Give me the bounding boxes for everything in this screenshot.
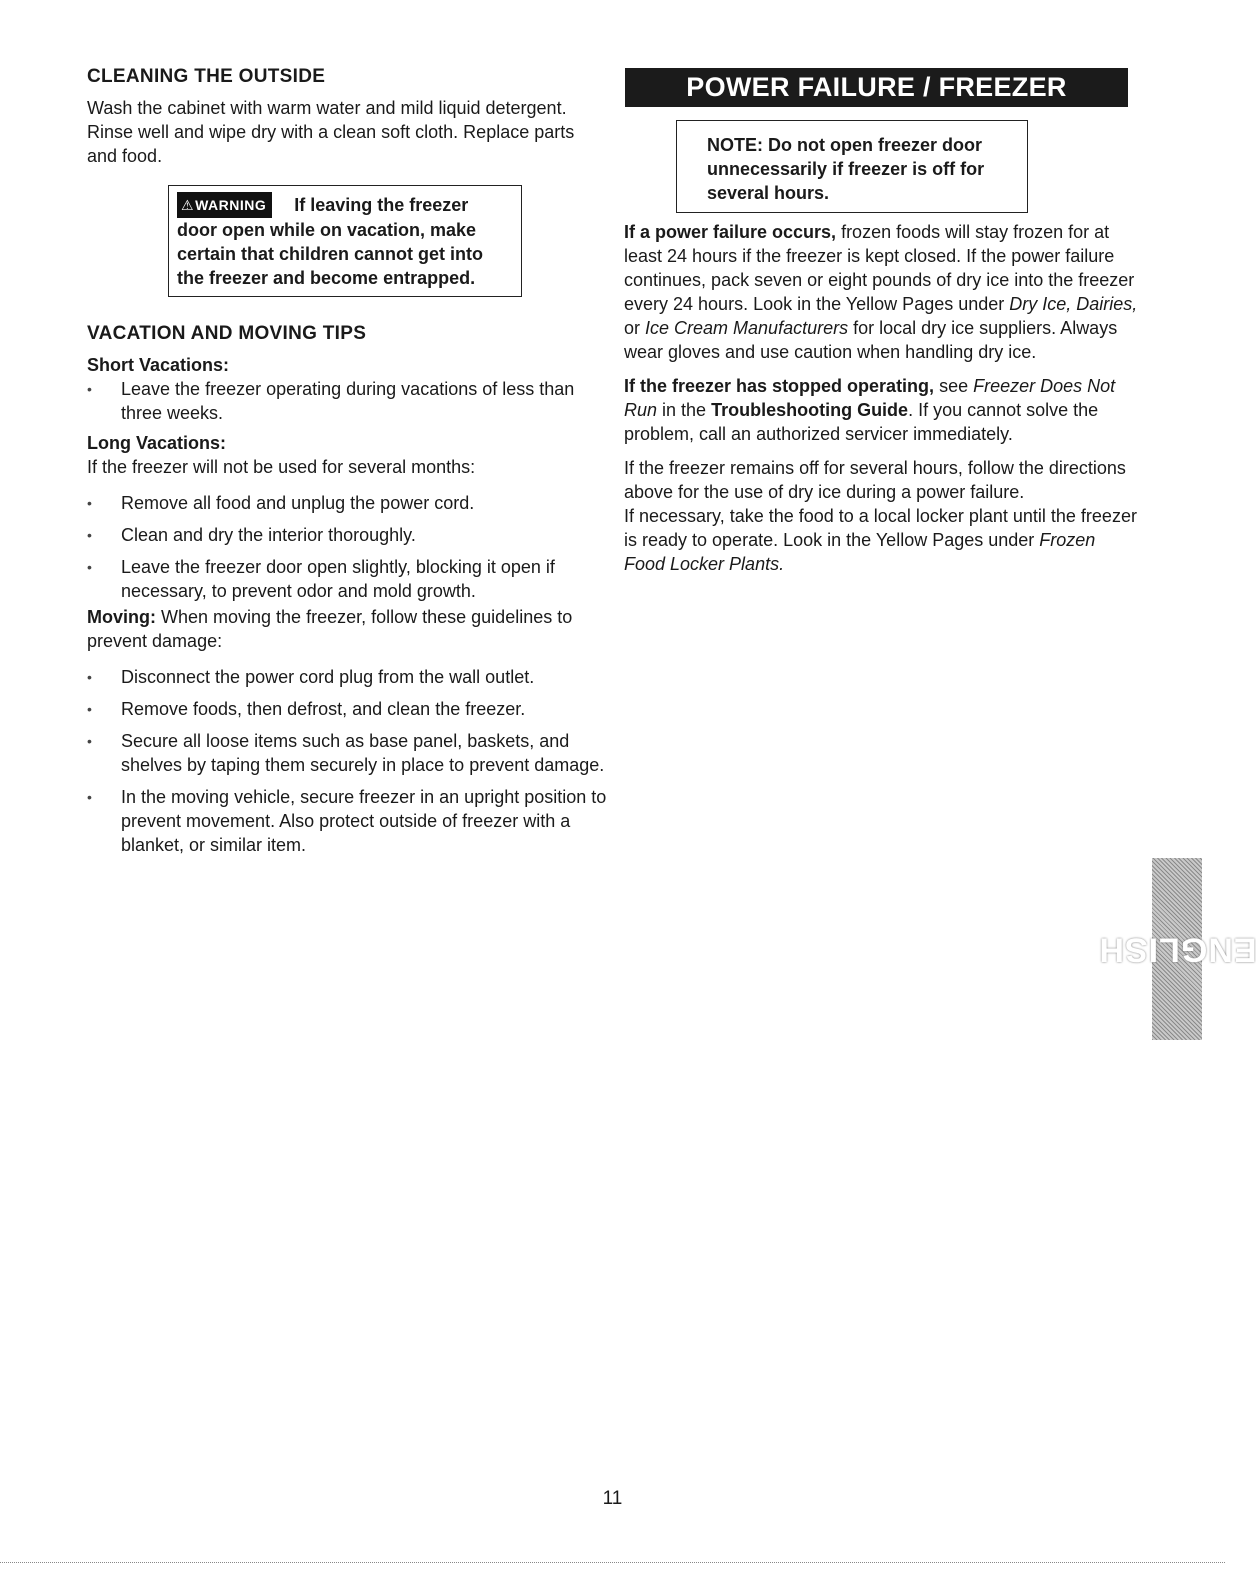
italic-span: Freezer Does Not Run (624, 376, 1116, 420)
long-vacations-intro: If the freezer will not be used for several months: (87, 457, 476, 477)
warning-box (168, 185, 522, 297)
list-item: • Disconnect the power cord plug from the wall outlet. (87, 665, 607, 689)
right-column (624, 220, 1139, 586)
remains-off-paragraph: If the freezer remains off for several hours, follow the directions above for the use of dry ice during a power failure. (624, 458, 1126, 502)
cleaning-heading: CLEANING THE OUTSIDE (87, 66, 326, 87)
bottom-divider (0, 1562, 1225, 1563)
text-span: for local dry ice suppliers. Always wear gloves and use caution when handling dry ice. (624, 318, 1118, 362)
moving-paragraph (87, 605, 607, 653)
moving-label: Moving: (87, 607, 156, 627)
stopped-operating-lead: If the freezer has stopped operating, (624, 376, 935, 396)
short-vacations-heading: Short Vacations: (87, 355, 230, 375)
text-span: see (934, 376, 974, 396)
text-span: in the (657, 400, 712, 420)
list-item: • In the moving vehicle, secure freezer in an upright position to prevent movement. Also protect outside of freezer with a blanket, or similar item. (87, 785, 607, 857)
note-box: NOTE: Do not open freezer door unnecessarily if freezer is off for several hours. (676, 120, 1028, 213)
left-column (87, 66, 607, 857)
language-side-tab (1097, 858, 1256, 1040)
short-vacations-list (87, 377, 607, 425)
warning-badge (177, 192, 272, 218)
vacation-heading: VACATION AND MOVING TIPS (87, 323, 367, 344)
moving-text: When moving the freezer, follow these guidelines to prevent damage: (87, 607, 573, 651)
italic-span: Ice Cream Manufacturers (645, 318, 849, 338)
long-vacations-list (87, 491, 607, 603)
list-item: • Remove foods, then defrost, and clean the freezer. (87, 697, 607, 721)
italic-span: Frozen Food Locker Plants. (624, 530, 1096, 574)
list-item: • Remove all food and unplug the power cord. (87, 491, 607, 515)
list-item: • Leave the freezer door open slightly, blocking it open if necessary, to prevent odor and mold growth. (87, 555, 607, 603)
warning-triangle-icon: ⚠ (181, 197, 195, 213)
power-failure-paragraph (624, 220, 1139, 364)
text-span: . If you cannot solve the problem, call an authorized servicer immediately. (624, 400, 1099, 444)
page-number: 11 (602, 1488, 623, 1509)
text-span: or (624, 318, 646, 338)
list-item: • Secure all loose items such as base panel, baskets, and shelves by taping them securely in place to prevent damage. (87, 729, 607, 777)
italic-span: Dry Ice, Dairies, (1009, 294, 1138, 314)
warning-badge-label: WARNING (195, 197, 267, 213)
power-failure-lead: If a power failure occurs, (624, 222, 837, 242)
long-vacations-heading: Long Vacations: (87, 433, 227, 453)
warning-text: If leaving the freezer door open while on vacation, make certain that children cannot get into the freezer and become entrapped. (177, 195, 484, 288)
language-tab-label: ENGLISH (1097, 930, 1256, 969)
troubleshooting-guide-ref: Troubleshooting Guide (711, 400, 909, 420)
stopped-operating-paragraph (624, 374, 1139, 446)
list-item: • Leave the freezer operating during vacations of less than three weeks. (87, 377, 607, 425)
text-span: frozen foods will stay frozen for at least 24 hours if the freezer is kept closed. If the power failure continues, pack seven or eight pounds of dry ice into the freezer every 24 hours. Look in the Yellow Pages under (624, 222, 1135, 314)
locker-plant-paragraph (624, 504, 1139, 576)
list-item: • Clean and dry the interior thoroughly. (87, 523, 607, 547)
text-span: If necessary, take the food to a local locker plant until the freezer is ready to operate. Look in the Yellow Pages under (624, 506, 1137, 550)
moving-list (87, 665, 607, 857)
cleaning-text: Wash the cabinet with warm water and mild liquid detergent. Rinse well and wipe dry with a clean soft cloth. Replace parts and food. (87, 98, 575, 166)
power-failure-banner: POWER FAILURE / FREEZER FAILURE (625, 68, 1128, 107)
